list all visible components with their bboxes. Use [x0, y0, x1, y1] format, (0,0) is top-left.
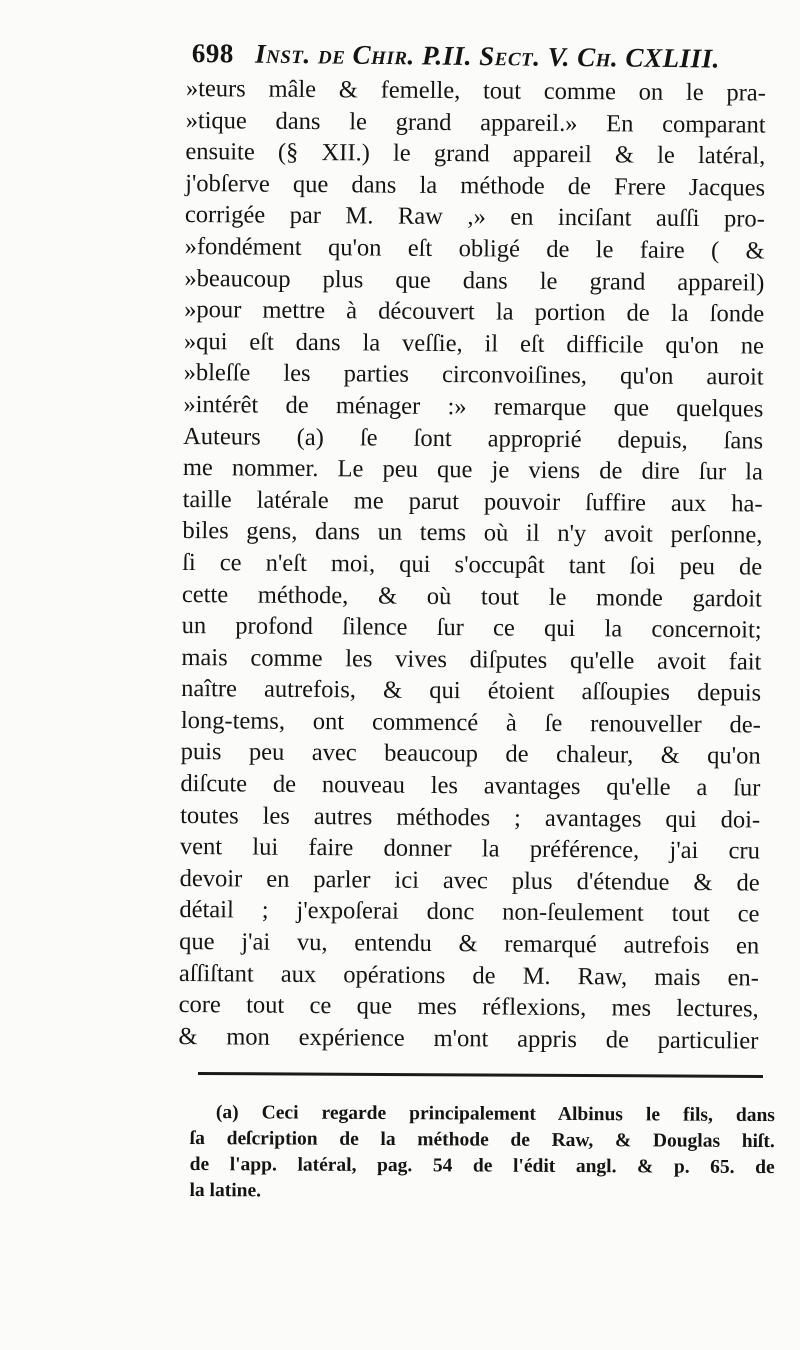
text-line: puis peu avec beaucoup de chaleur, & qu'on [180, 738, 761, 771]
text-line: »qui eſt dans la veſſie, il eſt difficile qu'on ne [183, 327, 764, 360]
text-line: core tout ce que mes réflexions, mes lectures, [178, 991, 759, 1023]
text-line: un profond ſilence ſur ce qui la concernoit; [181, 612, 762, 644]
text-line: & mon expérience m'ont appris de particulier [178, 1022, 759, 1055]
text-line: long-tems, ont commencé à ſe renouveller de- [180, 706, 762, 739]
main-text-block [178, 73, 766, 1057]
text-line: ſi ce n'eſt moi, qui s'occupât tant ſoi peu de [182, 548, 763, 581]
text-line: cette méthode, & où tout le monde gardoit [181, 580, 762, 613]
running-title: Inst. de Chir. P.II. Sect. V. Ch. CXLIII. [254, 38, 720, 74]
text-line: taille latérale me parut pouvoir ſuffire aux ha- [182, 485, 763, 518]
text-line: »fondément qu'on eſt obligé de le faire ( & [184, 232, 765, 265]
text-line: j'obſerve que dans la méthode de Frere Jacques [185, 169, 766, 202]
text-line: diſcute de nouveau les avantages qu'elle a ſur [180, 770, 761, 802]
text-line: que j'ai vu, entendu & remarqué autrefois en [179, 928, 760, 960]
text-line: aſſiſtant aux opérations de M. Raw, mais en- [178, 959, 760, 992]
text-line: mais comme les vives diſputes qu'elle avoit fait [181, 643, 762, 676]
text-line: biles gens, dans un tems où il n'y avoit perſonne, [182, 517, 763, 549]
text-line: vent lui faire donner la préférence, j'ai cru [179, 833, 761, 865]
page-number: 698 [191, 38, 234, 69]
text-line: »teurs mâle & femelle, tout comme on le pra- [185, 74, 766, 107]
text-line: Auteurs (a) ſe ſont approprié depuis, ſans [183, 422, 764, 455]
text-line: naître autrefois, & qui étoient aſſoupies depuis [181, 675, 762, 707]
text-line: devoir en parler ici avec plus d'étendue & de [179, 864, 760, 897]
text-line: détail ; j'expoſerai donc non-ſeulement tout ce [179, 896, 760, 928]
footnote [189, 1100, 775, 1207]
text-line: »tique dans le grand appareil.» En comparant [185, 106, 766, 139]
footnote-line: (a) Ceci regarde principalement Albinus le fils, dans [215, 1102, 775, 1127]
text-line: me nommer. Le peu que je viens de dire ſur la [182, 454, 763, 486]
text-line: toutes les autres méthodes ; avantages qui doi- [180, 801, 761, 834]
footnote-line: ſa deſcription de la méthode de Raw, & Douglas hiſt. [189, 1127, 775, 1153]
text-line: ensuite (§ XII.) le grand appareil & le latéral, [185, 138, 766, 170]
footnote-line: de l'app. latéral, pag. 54 de l'édit angl. & p. 65. de [189, 1153, 775, 1179]
footnote-line: la latine. [189, 1179, 262, 1202]
text-line: »bleſſe les parties circonvoiſines, qu'on auroit [183, 359, 764, 391]
footnote-rule [198, 1072, 763, 1078]
text-line: »pour mettre à découvert la portion de la ſonde [184, 296, 765, 328]
text-line: »beaucoup plus que dans le grand appareil) [184, 264, 765, 297]
text-line: »intérêt de ménager :» remarque que quelques [183, 390, 764, 423]
text-line: corrigée par M. Raw ,» en inciſant auſſi pro- [184, 201, 765, 233]
